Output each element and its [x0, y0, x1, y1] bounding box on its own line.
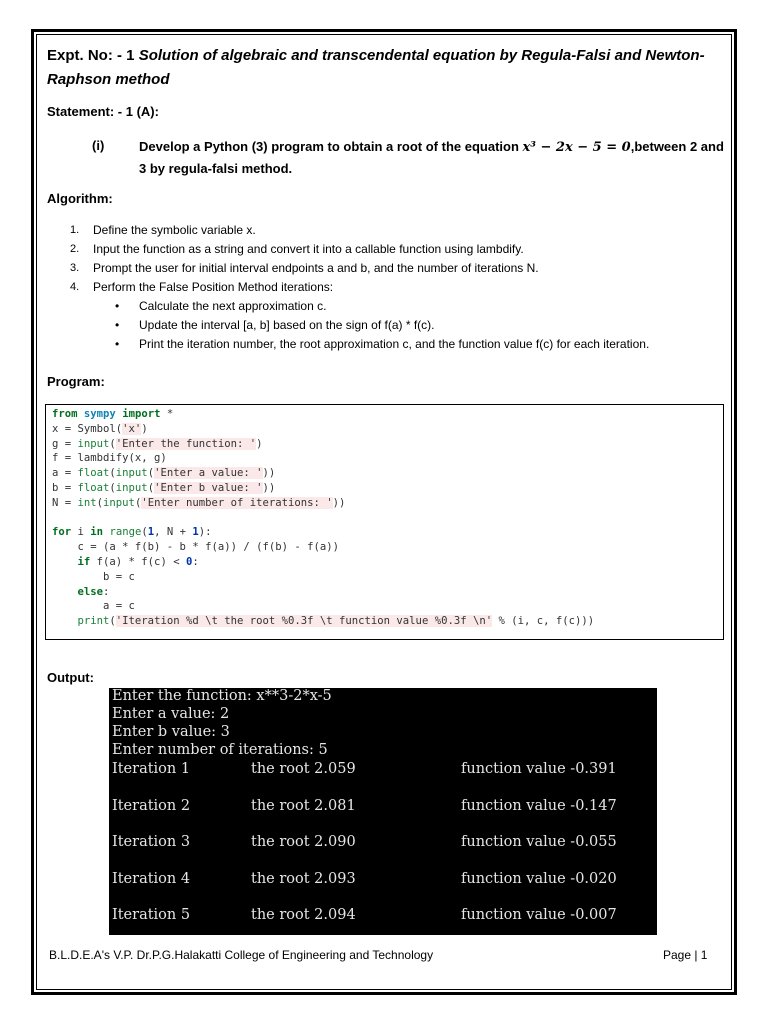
bullet-text: Calculate the next approximation c.: [139, 299, 327, 313]
iteration-value: function value -0.020: [461, 871, 617, 887]
console-line: Enter the function: x**3-2*x-5: [112, 688, 332, 704]
code-line: from sympy import *: [52, 408, 174, 420]
bullet-text: Update the interval [a, b] based on the sign of f(a) * f(c).: [139, 318, 435, 332]
statement-item-number: (i): [92, 138, 105, 153]
equation: x³ − 2x − 5 = 0: [522, 140, 631, 155]
statement-label: Statement: - 1 (A):: [47, 104, 159, 119]
step-number: 4.: [70, 281, 80, 293]
iteration-value: function value -0.055: [461, 834, 617, 850]
experiment-title-text: Solution of algebraic and transcendental equation by Regula-Falsi and Newton-Raphson method: [47, 47, 705, 88]
iteration-label: Iteration 1: [112, 761, 191, 777]
iteration-value: function value -0.391: [461, 761, 617, 777]
iteration-root: the root 2.093: [251, 871, 356, 887]
algorithm-bullet: [70, 336, 720, 355]
bullet-icon: •: [115, 318, 120, 332]
algorithm-step: [70, 279, 720, 298]
step-number: 1.: [70, 224, 80, 236]
algorithm-step: [70, 260, 720, 279]
footer-college: B.L.D.E.A's V.P. Dr.P.G.Halakatti College of Engineering and Technology: [49, 948, 434, 962]
algorithm-step: [70, 241, 720, 260]
code-line: else:: [77, 585, 110, 598]
algorithm-bullet: [70, 298, 720, 317]
iteration-root: the root 2.081: [251, 798, 356, 814]
code-line: if f(a) * f(c) < 0:: [77, 555, 199, 568]
step-text: Perform the False Position Method iterations:: [93, 280, 334, 294]
algorithm-heading: Algorithm:: [47, 191, 113, 206]
step-text: Input the function as a string and convert it into a callable function using lambdify.: [93, 242, 524, 256]
iteration-value: function value -0.007: [461, 907, 617, 923]
console-line: Enter b value: 3: [112, 724, 230, 740]
footer-page-number: Page | 1: [663, 948, 708, 962]
output-heading: Output:: [47, 670, 94, 685]
iteration-label: Iteration 3: [112, 834, 191, 850]
step-text: Prompt the user for initial interval endpoints a and b, and the number of iterations N.: [93, 261, 539, 275]
code-line: N = int(input('Enter number of iterations: ')): [52, 496, 346, 509]
experiment-title: [47, 44, 727, 92]
code-line: a = c: [52, 600, 135, 613]
iteration-label: Iteration 5: [112, 907, 191, 923]
code-line: x = Symbol('x'): [52, 422, 148, 435]
iteration-value: function value -0.147: [461, 798, 617, 814]
iteration-root: the root 2.059: [251, 761, 356, 777]
algorithm-step: [70, 222, 720, 241]
code-line: b = float(input('Enter b value: ')): [52, 481, 276, 494]
program-heading: Program:: [47, 374, 105, 389]
code-line: f = lambdify(x, g): [52, 452, 167, 465]
code-line: [52, 511, 717, 526]
iteration-root: the root 2.090: [251, 834, 356, 850]
code-line: g = input('Enter the function: '): [52, 437, 263, 450]
console-line: Enter number of iterations: 5: [112, 742, 328, 758]
code-line: a = float(input('Enter a value: ')): [52, 467, 276, 480]
step-number: 3.: [70, 262, 80, 274]
program-code: [52, 407, 717, 629]
iteration-label: Iteration 4: [112, 871, 191, 887]
algorithm-steps: [70, 222, 720, 355]
console-line: Enter a value: 2: [112, 706, 230, 722]
step-text: Define the symbolic variable x.: [93, 223, 256, 237]
code-line: b = c: [52, 570, 135, 583]
statement-text: [139, 136, 729, 179]
bullet-icon: •: [115, 299, 120, 313]
statement-text-after: ,between 2 and 3 by regula-falsi method.: [139, 139, 724, 176]
algorithm-bullet: [70, 317, 720, 336]
iteration-root: the root 2.094: [251, 907, 356, 923]
bullet-text: Print the iteration number, the root approximation c, and the function value f(c) for each iteration.: [139, 337, 650, 351]
code-block: [45, 404, 724, 640]
console-output: [109, 688, 657, 935]
statement-text-before: Develop a Python (3) program to obtain a root of the equation: [139, 139, 519, 154]
bullet-icon: •: [115, 337, 120, 351]
iteration-label: Iteration 2: [112, 798, 191, 814]
code-line: c = (a * f(b) - b * f(a)) / (f(b) - f(a)): [52, 541, 340, 554]
code-line: print('Iteration %d \t the root %0.3f \t function value %0.3f \n' % (i, c, f(c))): [77, 615, 595, 628]
step-number: 2.: [70, 243, 80, 255]
expt-number: Expt. No: - 1: [47, 47, 135, 64]
code-line: for i in range(1, N + 1):: [52, 526, 212, 539]
